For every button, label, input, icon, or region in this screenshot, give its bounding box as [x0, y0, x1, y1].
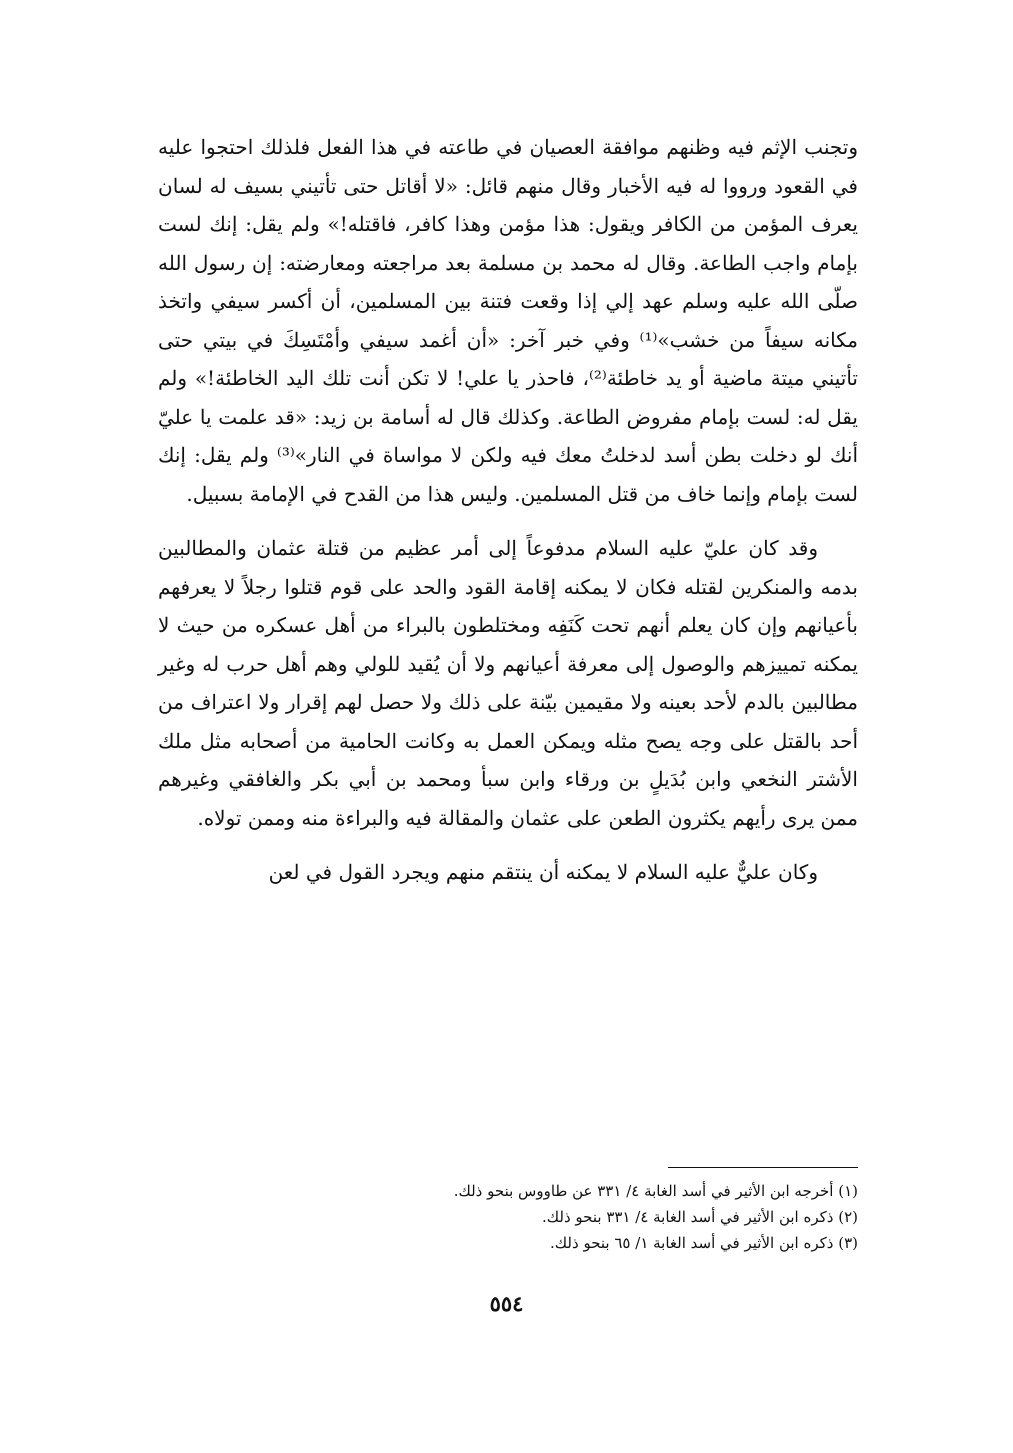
footnote-1: (١) أخرجه ابن الأثير في أسد الغابة ٤/ ٣٣١ عن طاووس بنحو ذلك.	[453, 1182, 858, 1200]
paragraph-3: وكان عليٌّ عليه السلام لا يمكنه أن ينتقم منهم ويجرد القول في لعن	[268, 860, 818, 884]
main-text	[158, 128, 858, 908]
footnote-3: (٣) ذكره ابن الأثير في أسد الغابة ١/ ٦٥ بنحو ذلك.	[550, 1234, 858, 1252]
footnotes	[158, 1178, 858, 1256]
paragraph-1: وتجنب الإثم فيه وظنهم موافقة العصيان في طاعته في هذا الفعل فلذلك احتجوا عليه في القعود ورووا له فيه الأخبار وقال منهم قائل: «لا أقاتل حتى تأتيني بسيف له لسان يعرف المؤمن من الكافر ويقول: هذا مؤمن وهذا كافر، فاقتله!» ولم يقل: إنك لست بإمام واجب الطاعة. وقال له محمد بن مسلمة بعد مراجعته ومعارضته: إن رسول الله صلّى الله عليه وسلم عهد إلي إذا وقعت فتنة بين المسلمين، أن أكسر سيفي واتخذ مكانه سيفاً من خشب»⁽¹⁾ وفي خبر آخر: «أن أغمد سيفي وأمْتَسِكَ في بيتي حتى تأتيني ميتة ماضية أو يد خاطئة⁽²⁾، فاحذر يا علي! لا تكن أنت تلك اليد الخاطئة!» ولم يقل له: لست بإمام مفروض الطاعة. وكذلك قال له أسامة بن زيد: «قد علمت يا عليّ أنك لو دخلت بطن أسد لدخلتُ معك فيه ولكن لا مواساة في النار»⁽³⁾ ولم يقل: إنك لست بإمام وإنما خاف من قتل المسلمين. وليس هذا من القدح في الإمامة بسبيل.	[158, 135, 859, 506]
paragraph-2: وقد كان عليّ عليه السلام مدفوعاً إلى أمر عظيم من قتلة عثمان والمطالبين بدمه والمنكرين لقتله فكان لا يمكنه إقامة القود والحد على قوم قتلوا رجلاً لا يعرفهم بأعيانهم وإن كان يعلم أنهم تحت كَنَفِه ومختلطون بالبراء من أهل عسكره من حيث لا يمكنه تمييزهم والوصول إلى معرفة أعيانهم ولا أن يُقيد للولي وهم أهل حرب له وغير مطالبين بالدم لأحد بعينه ولا مقيمين بيّنة على ذلك ولا حصل لهم إقرار ولا اعتراف من أحد بالقتل على وجه يصح مثله ويمكن العمل به وكانت الحامية من أصحابه مثل ملك الأشتر النخعي وابن بُدَيلٍ بن ورقاء وابن سبأ ومحمد بن أبي بكر والغافقي وغيرهم ممن يرى رأيهم يكثرون الطعن على عثمان والمقالة فيه والبراءة منه وممن تولاه.	[158, 536, 858, 830]
footnote-2: (٢) ذكره ابن الأثير في أسد الغابة ٤/ ٣٣١ بنحو ذلك.	[541, 1208, 858, 1226]
page-number: ٥٥٤	[489, 1291, 524, 1316]
footnote-divider	[668, 1167, 858, 1168]
